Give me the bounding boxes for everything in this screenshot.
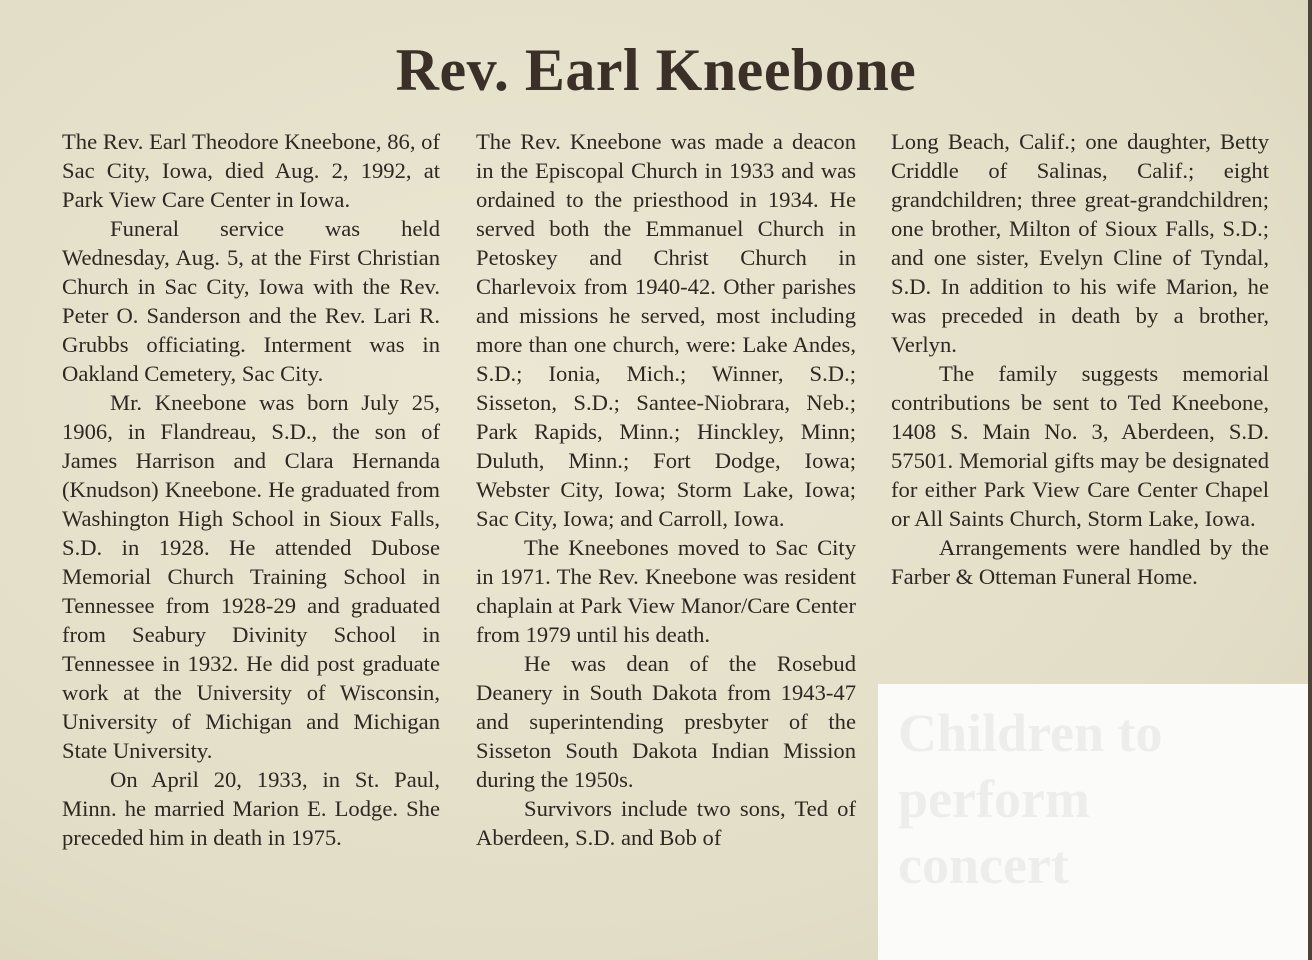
article-paragraph: He was dean of the Rosebud Deanery in South Dakota from 1943-47 and superintending presbyter of the Sisseton South Dakota Indian Mission during the 1950s. — [476, 651, 856, 792]
article-paragraph: Funeral service was held Wednesday, Aug. 5, at the First Christian Church in Sac City, Iowa with the Rev. Peter O. Sanderson and the Rev. Lari R. Grubbs officiating. Interment was in Oakland Cemetery, Sac City. — [62, 216, 440, 386]
article-column-3 — [891, 127, 1269, 591]
blank-cutout-area — [878, 684, 1308, 960]
article-paragraph: The Rev. Earl Theodore Kneebone, 86, of Sac City, Iowa, died Aug. 2, 1992, at Park View Care Center in Iowa. — [62, 129, 440, 212]
article-paragraph: The Rev. Kneebone was made a deacon in the Episcopal Church in 1933 and was ordained to the priesthood in 1934. He served both the Emmanuel Church in Petoskey and Christ Church in Charlevoix from 1940-42. Other parishes and missions he served, most including more than one church, were: Lake Andes, S.D.; Ionia, Mich.; Winner, S.D.; Sisseton, S.D.; Santee-Niobrara, Neb.; Park Rapids, Minn.; Hinckley, Minn; Duluth, Minn.; Fort Dodge, Iowa; Webster City, Iowa; Storm Lake, Iowa; Sac City, Iowa; and Carroll, Iowa. — [476, 129, 856, 531]
obituary-headline: Rev. Earl Kneebone — [395, 37, 917, 103]
article-paragraph: The family suggests memorial contributions be sent to Ted Kneebone, 1408 S. Main No. 3, Aberdeen, S.D. 57501. Memorial gifts may be designated for either Park View Care Center Chapel or All Saints Church, Storm Lake, Iowa. — [891, 361, 1269, 531]
article-paragraph: Long Beach, Calif.; one daughter, Betty Criddle of Salinas, Calif.; eight grandchildren; three great-grandchildren; one brother, Milton of Sioux Falls, S.D.; and one sister, Evelyn Cline of Tyndal, S.D. In addition to his wife Marion, he was preceded in death by a brother, Verlyn. — [891, 129, 1269, 357]
article-paragraph: Mr. Kneebone was born July 25, 1906, in Flandreau, S.D., the son of James Harrison and Clara Hernanda (Knudson) Kneebone. He graduated from Washington High School in Sioux Falls, S.D. in 1928. He attended Dubose Memorial Church Training School in Tennessee from 1928-29 and graduated from Seabury Divinity School in Tennessee in 1932. He did post graduate work at the University of Wisconsin, University of Michigan and Michigan State University. — [62, 390, 440, 763]
article-paragraph: On April 20, 1933, in St. Paul, Minn. he married Marion E. Lodge. She preceded him in death in 1975. — [62, 767, 440, 850]
article-column-2 — [476, 127, 856, 852]
article-paragraph: The Kneebones moved to Sac City in 1971. The Rev. Kneebone was resident chaplain at Park View Manor/Care Center from 1979 until his death. — [476, 535, 856, 647]
article-paragraph: Arrangements were handled by the Farber & Otteman Funeral Home. — [891, 535, 1269, 589]
clipping-edge — [1308, 0, 1312, 960]
article-column-1 — [62, 127, 440, 852]
article-paragraph: Survivors include two sons, Ted of Aberdeen, S.D. and Bob of — [476, 796, 856, 850]
